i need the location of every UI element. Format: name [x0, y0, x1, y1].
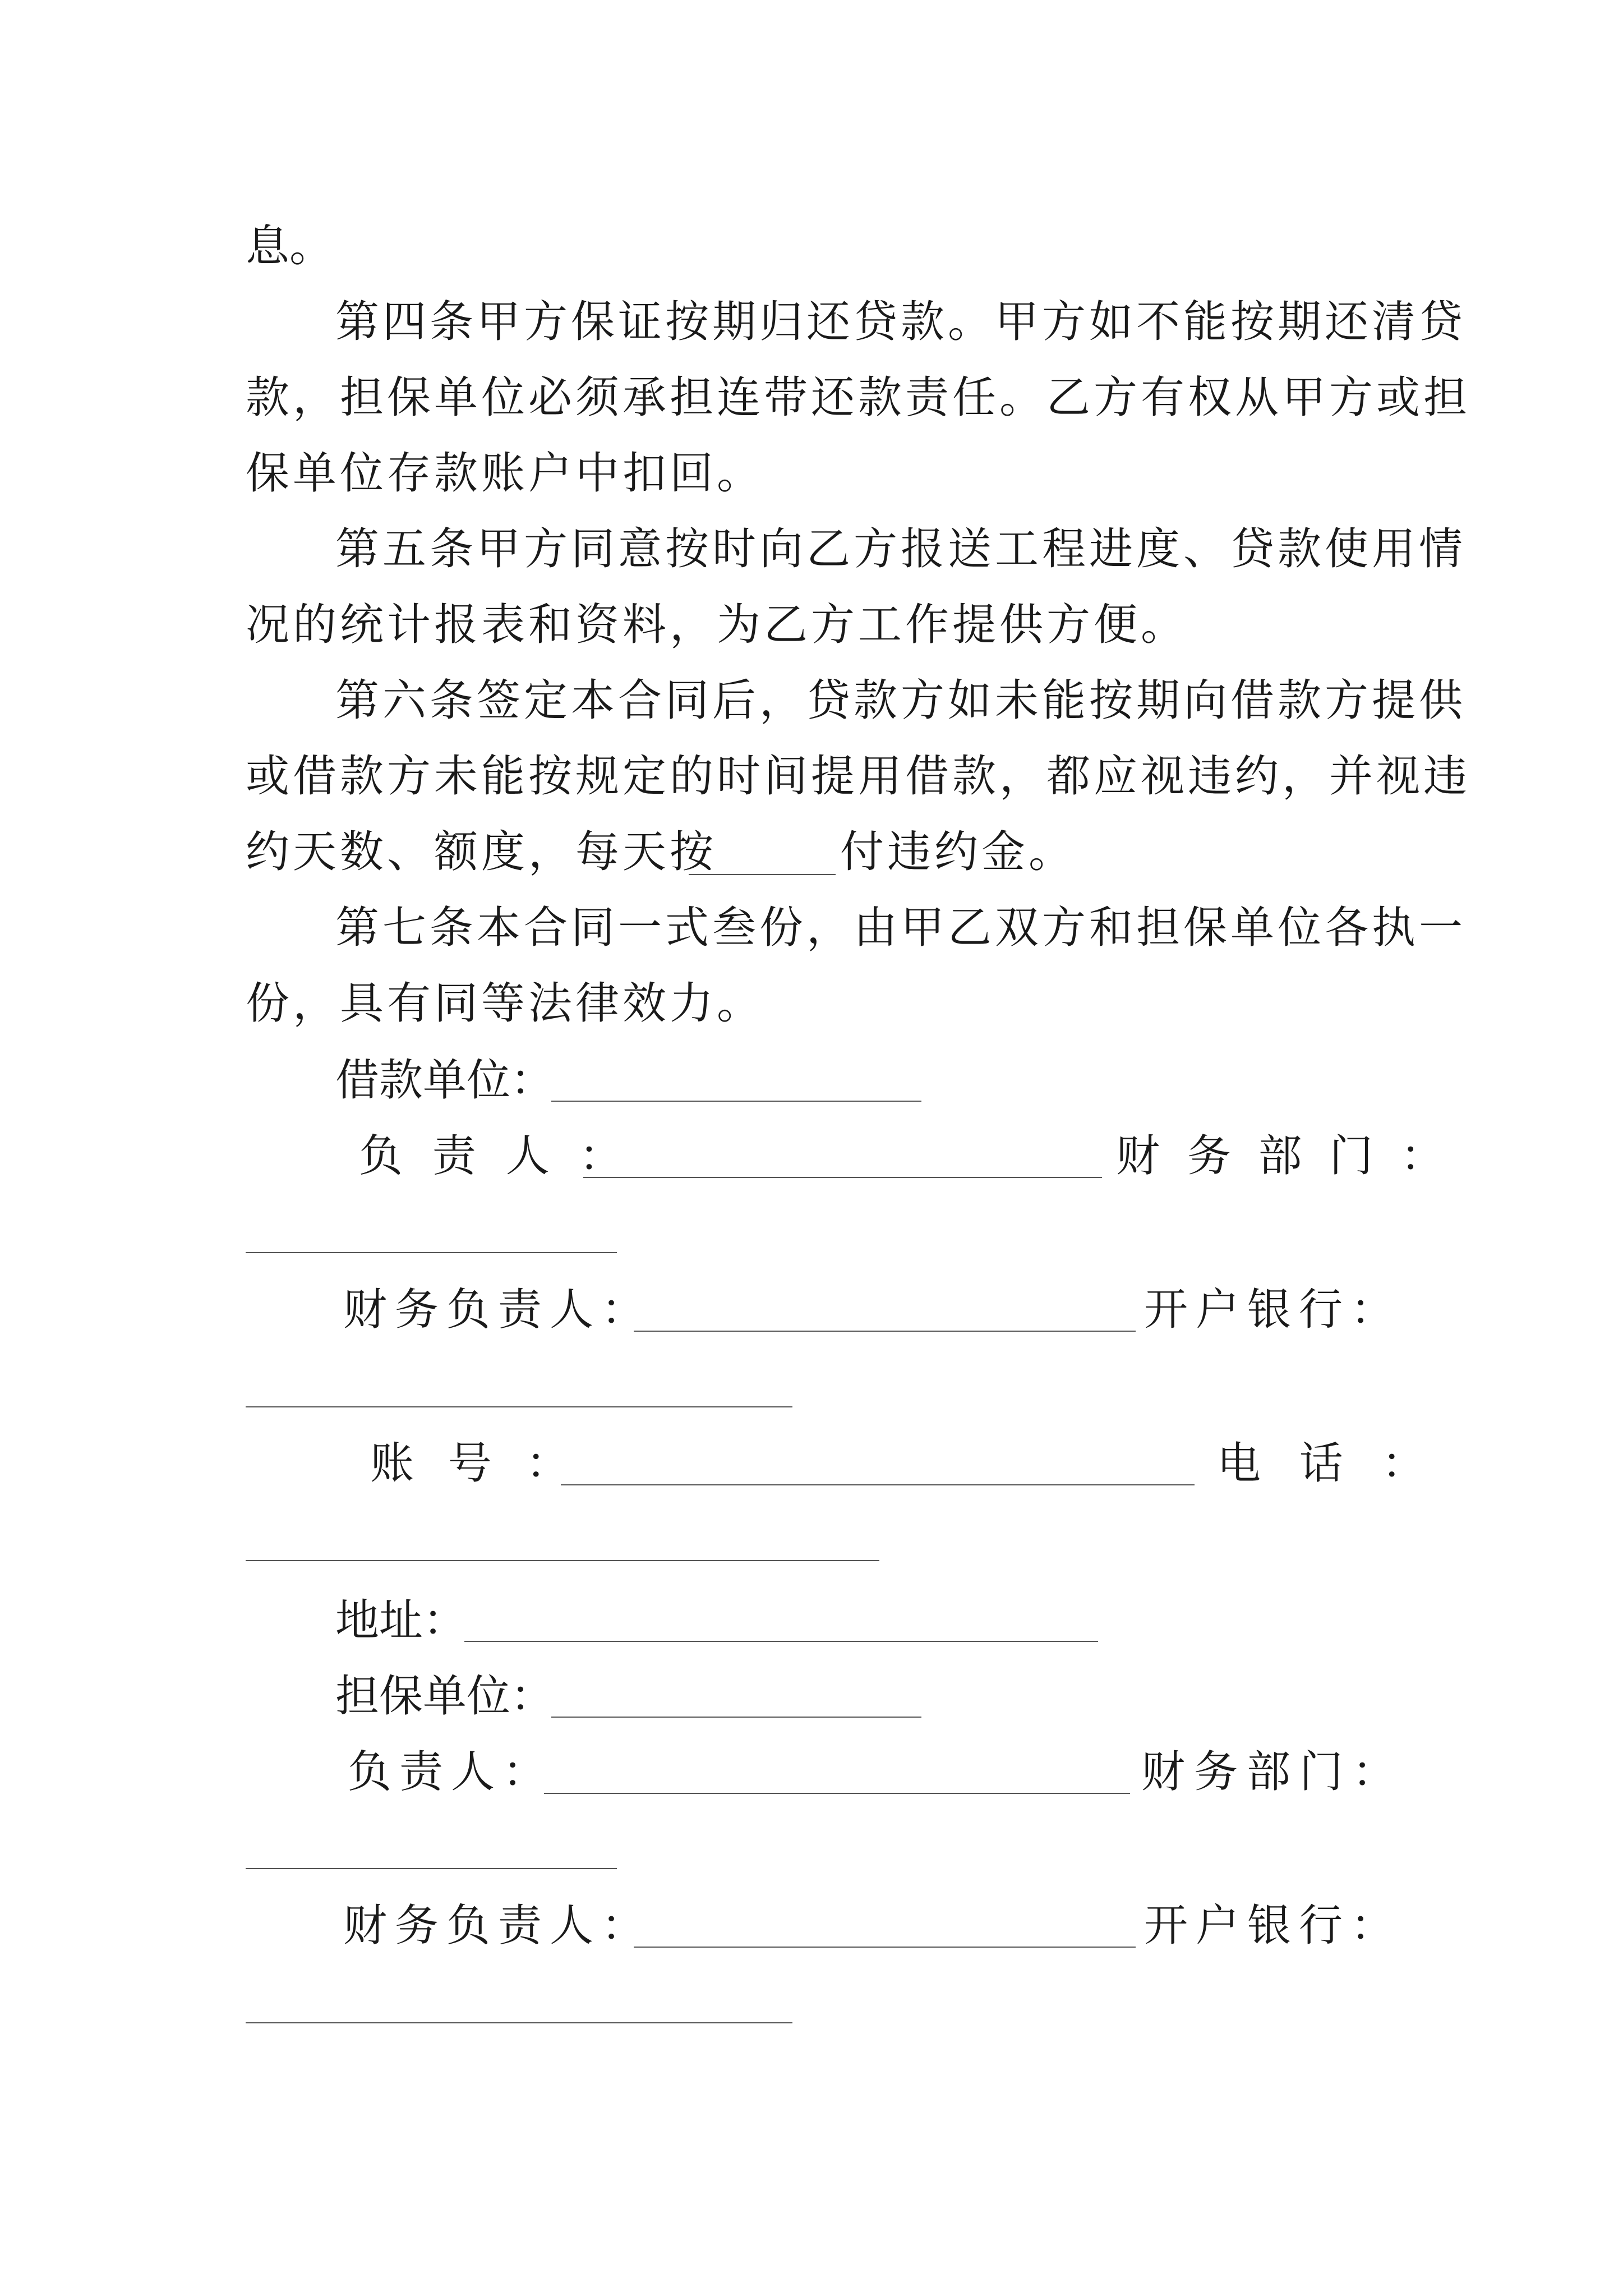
- penalty-rate-blank[interactable]: [689, 874, 836, 875]
- borrower-phone-label: 电 话 ：: [1217, 1438, 1438, 1489]
- article-7-line-2: 份，具有同等法律效力。: [246, 978, 764, 1029]
- guarantor-finance-head-label: 财务负责人：: [343, 1901, 653, 1951]
- article-6-line-2: 或借款方未能按规定的时间提用借款，都应视违约，并视违: [246, 751, 1471, 802]
- guarantor-person-label: 负责人：: [348, 1747, 555, 1797]
- borrower-address-label: 地址：: [335, 1595, 467, 1646]
- guarantor-bank-label: 开户银行：: [1144, 1901, 1403, 1951]
- guarantor-unit-label: 担保单位：: [335, 1671, 555, 1722]
- article-4-line-3: 保单位存款账户中扣回。: [246, 448, 764, 499]
- borrower-phone-blank[interactable]: [246, 1560, 879, 1561]
- borrower-address-blank[interactable]: [464, 1641, 1098, 1642]
- article-4-line-2: 款，担保单位必须承担连带还款责任。乙方有权从甲方或担: [246, 372, 1471, 423]
- borrower-finance-dept-blank[interactable]: [246, 1252, 617, 1253]
- article-7-line-1: 第七条本合同一式叁份，由甲乙双方和担保单位各执一: [335, 903, 1467, 953]
- borrower-unit-label: 借款单位：: [335, 1055, 555, 1106]
- guarantor-finance-head-blank[interactable]: [634, 1947, 1136, 1948]
- borrower-finance-dept-label: 财 务 部 门 ：: [1116, 1131, 1451, 1181]
- borrower-unit-blank[interactable]: [551, 1101, 921, 1102]
- paragraph-tail: 息。: [246, 221, 334, 272]
- borrower-bank-label: 开户银行：: [1144, 1285, 1403, 1335]
- borrower-person-blank[interactable]: [583, 1177, 1102, 1178]
- guarantor-finance-dept-label: 财务部门：: [1141, 1747, 1405, 1797]
- guarantor-unit-blank[interactable]: [551, 1717, 921, 1718]
- guarantor-finance-dept-blank[interactable]: [246, 1868, 617, 1869]
- borrower-account-blank[interactable]: [561, 1484, 1195, 1485]
- borrower-account-label: 账 号 ：: [370, 1438, 580, 1489]
- article-5-line-1: 第五条甲方同意按时向乙方报送工程进度、贷款使用情: [335, 524, 1467, 574]
- article-6-line-3-end: 付违约金。: [840, 827, 1076, 877]
- article-6-line-1: 第六条签定本合同后，贷款方如未能按期向借款方提供: [335, 675, 1467, 726]
- borrower-finance-head-blank[interactable]: [634, 1331, 1136, 1332]
- article-5-line-2: 况的统计报表和资料，为乙方工作提供方便。: [246, 600, 1188, 650]
- guarantor-person-blank[interactable]: [544, 1793, 1130, 1794]
- article-4-line-1: 第四条甲方保证按期归还贷款。甲方如不能按期还清贷: [335, 297, 1467, 347]
- guarantor-bank-blank[interactable]: [246, 2022, 792, 2023]
- borrower-finance-head-label: 财务负责人：: [343, 1285, 653, 1335]
- borrower-person-label: 负 责 人 ：: [359, 1131, 631, 1181]
- article-6-line-3-start: 约天数、额度，每天按: [246, 827, 717, 877]
- borrower-bank-blank[interactable]: [246, 1406, 792, 1407]
